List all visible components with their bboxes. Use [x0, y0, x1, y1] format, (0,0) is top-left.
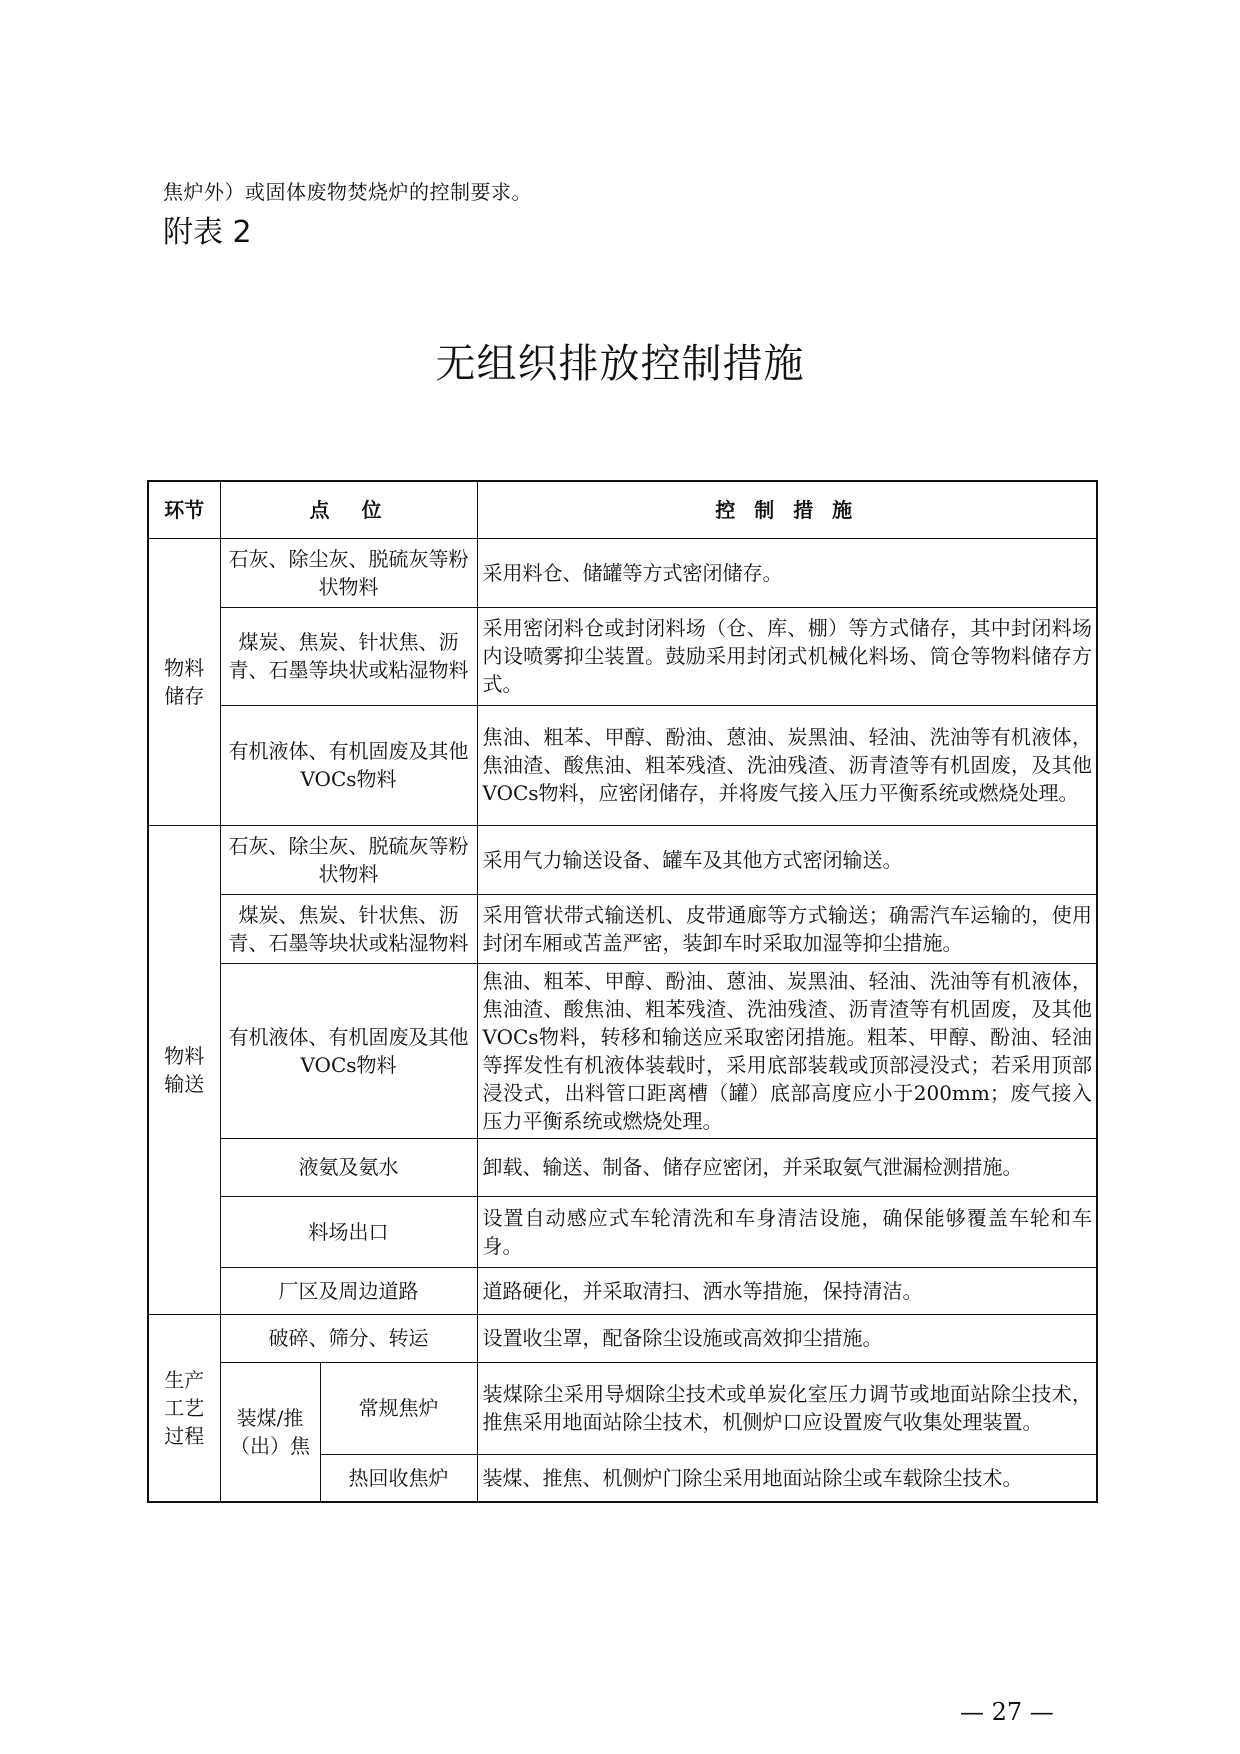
sub-point-cell: 热回收焦炉 [320, 1454, 477, 1502]
measure-cell: 装煤、推焦、机侧炉门除尘采用地面站除尘或车载除尘技术。 [477, 1454, 1097, 1502]
measure-cell: 道路硬化，并采取清扫、洒水等措施，保持清洁。 [477, 1267, 1097, 1314]
table-row [148, 1138, 1097, 1196]
measure-cell: 采用密闭料仓或封闭料场（仓、库、棚）等方式储存，其中封闭料场内设喷雾抑尘装置。鼓励采用封闭式机械化料场、筒仓等物料储存方式。 [477, 607, 1097, 705]
table-row [148, 894, 1097, 963]
point-cell: 料场出口 [220, 1196, 477, 1267]
measure-cell: 设置收尘罩，配备除尘设施或高效抑尘措施。 [477, 1314, 1097, 1362]
continuation-text: 焦炉外）或固体废物焚烧炉的控制要求。 [163, 180, 532, 204]
stage-cell: 生产工艺过程 [148, 1314, 220, 1502]
table-row [148, 1267, 1097, 1314]
header-measure: 控 制 措 施 [477, 481, 1097, 538]
table-row [148, 1314, 1097, 1362]
point-cell: 煤炭、焦炭、针状焦、沥青、石墨等块状或粘湿物料 [220, 894, 477, 963]
point-group-cell: 装煤/推（出）焦 [220, 1362, 320, 1502]
table-header-row [148, 481, 1097, 538]
appendix-label: 附表 2 [163, 215, 252, 250]
table-row [148, 607, 1097, 705]
table-row [148, 1196, 1097, 1267]
table-row [148, 538, 1097, 607]
table-row [148, 963, 1097, 1138]
measure-cell: 装煤除尘采用导烟除尘技术或单炭化室压力调节或地面站除尘技术，推焦采用地面站除尘技术，机侧炉口应设置废气收集处理装置。 [477, 1362, 1097, 1454]
point-cell: 有机液体、有机固废及其他VOCs物料 [220, 963, 477, 1138]
point-cell: 煤炭、焦炭、针状焦、沥青、石墨等块状或粘湿物料 [220, 607, 477, 705]
sub-point-cell: 常规焦炉 [320, 1362, 477, 1454]
header-point: 点 位 [220, 481, 477, 538]
header-stage: 环节 [148, 481, 220, 538]
measure-cell: 采用气力输送设备、罐车及其他方式密闭输送。 [477, 825, 1097, 894]
point-cell: 破碎、筛分、转运 [220, 1314, 477, 1362]
control-measures-table [147, 480, 1098, 1503]
measure-cell: 采用管状带式输送机、皮带通廊等方式输送；确需汽车运输的，使用封闭车厢或苫盖严密，装卸车时采取加湿等抑尘措施。 [477, 894, 1097, 963]
point-cell: 石灰、除尘灰、脱硫灰等粉状物料 [220, 825, 477, 894]
measure-cell: 焦油、粗苯、甲醇、酚油、蒽油、炭黑油、轻油、洗油等有机液体，焦油渣、酸焦油、粗苯残渣、洗油残渣、沥青渣等有机固废，及其他VOCs物料，转移和输送应采取密闭措施。粗苯、甲醇、酚油、轻油等挥发性有机液体装载时，采用底部装载或顶部浸没式；若采用顶部浸没式，出料管口距离槽（罐）底部高度应小于200mm；废气接入压力平衡系统或燃烧处理。 [477, 963, 1097, 1138]
measure-cell: 设置自动感应式车轮清洗和车身清洁设施，确保能够覆盖车轮和车身。 [477, 1196, 1097, 1267]
point-cell: 有机液体、有机固废及其他VOCs物料 [220, 705, 477, 825]
stage-cell: 物料输送 [148, 825, 220, 1314]
stage-cell: 物料储存 [148, 538, 220, 825]
measure-cell: 采用料仓、储罐等方式密闭储存。 [477, 538, 1097, 607]
page-title: 无组织排放控制措施 [435, 341, 805, 387]
point-cell: 液氨及氨水 [220, 1138, 477, 1196]
measure-cell: 焦油、粗苯、甲醇、酚油、蒽油、炭黑油、轻油、洗油等有机液体，焦油渣、酸焦油、粗苯残渣、洗油残渣、沥青渣等有机固废，及其他VOCs物料，应密闭储存，并将废气接入压力平衡系统或燃烧处理。 [477, 705, 1097, 825]
table-row [148, 1362, 1097, 1454]
point-cell: 厂区及周边道路 [220, 1267, 477, 1314]
page-number: — 27 — [960, 1698, 1054, 1726]
table-row [148, 825, 1097, 894]
measure-cell: 卸载、输送、制备、储存应密闭，并采取氨气泄漏检测措施。 [477, 1138, 1097, 1196]
table-row [148, 705, 1097, 825]
point-cell: 石灰、除尘灰、脱硫灰等粉状物料 [220, 538, 477, 607]
